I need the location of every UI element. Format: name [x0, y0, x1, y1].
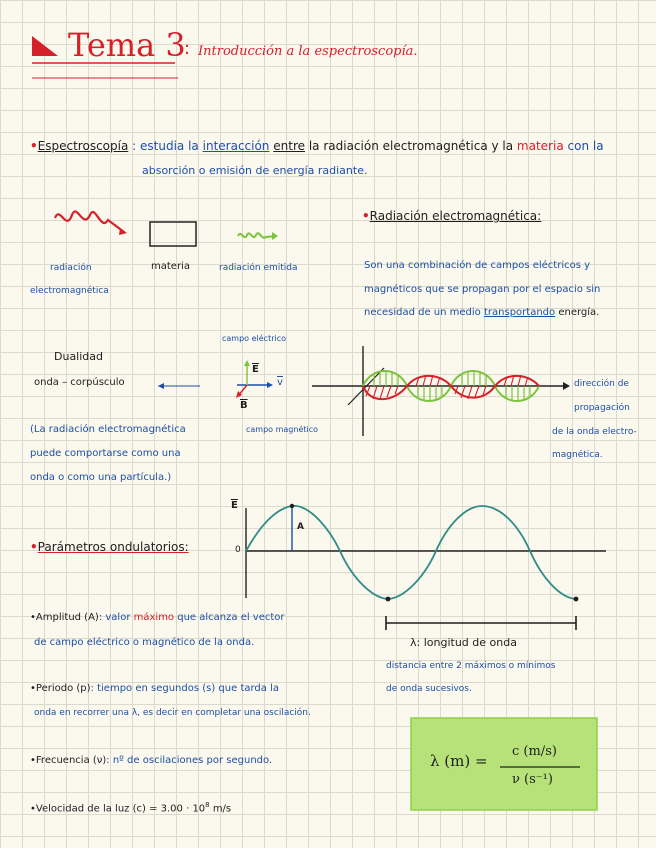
velocidad-line: •Velocidad de la luz $(c) = 3.00 \cdot 10^8$ m/s	[30, 801, 232, 815]
vector-b-label: $\overline{B}$	[240, 400, 248, 411]
lambda-desc-l1: distancia entre 2 máximos o mínimos	[386, 661, 556, 671]
title-colon: :	[184, 38, 191, 59]
espectroscopia-line1: •Espectroscopía : estudia la interacción entre la radiación electromagnética y la materia con la	[30, 139, 604, 153]
direccion-l2: propagación	[574, 403, 630, 413]
left-arrow-icon	[158, 383, 164, 389]
label-materia: materia	[151, 261, 190, 272]
radiation-squiggle-icon	[55, 211, 124, 232]
periodo-l2: onda en recorrer una λ, es decir en completar una oscilación.	[34, 708, 311, 718]
radiacion-l3: necesidad de un medio transportando energía.	[364, 307, 600, 318]
lambda-label: λ: longitud de onda	[410, 636, 517, 649]
matter-box-icon	[150, 222, 196, 246]
vector-v-label: $\overline{v}$	[277, 377, 283, 388]
page-subtitle: Introducción a la espectroscopía.	[198, 44, 418, 59]
page-title: Tema 3	[68, 26, 186, 64]
amplitud-l2: de campo eléctrico o magnético de la onda.	[34, 637, 255, 648]
label-radiacion-l2: electromagnética	[30, 286, 109, 296]
dualidad-l2: onda – corpúsculo	[34, 377, 125, 388]
periodo-l1: •Periodo (p): tiempo en segundos (s) que tarda la	[30, 683, 279, 694]
label-campo-magnetico: campo magnético	[246, 425, 319, 434]
radiacion-heading: •Radiación electromagnética:	[362, 209, 542, 223]
frecuencia-line: •Frecuencia (ν): nº de oscilaciones por segundo.	[30, 755, 273, 766]
amplitude-label: A	[297, 522, 304, 532]
axis-zero-label: 0	[235, 545, 241, 555]
formula-lhs: λ (m) =	[430, 752, 488, 770]
direccion-l1: dirección de	[574, 379, 629, 389]
title-triangle-icon	[32, 36, 58, 56]
emitted-squiggle-icon	[238, 233, 276, 238]
amplitud-l1: •Amplitud (A): valor máximo que alcanza el vector	[30, 612, 285, 623]
lambda-desc-l2: de onda sucesivos.	[386, 684, 472, 694]
parametros-heading: •Parámetros ondulatorios:	[30, 540, 189, 554]
radiacion-l1: Son una combinación de campos eléctricos y	[364, 260, 591, 271]
espectroscopia-term: Espectroscopía	[37, 139, 129, 153]
radiacion-l2: magnéticos que se propagan por el espacio sin	[364, 284, 601, 295]
dualidad-l1: Dualidad	[54, 350, 104, 363]
direccion-l4: magnética.	[552, 450, 603, 460]
direccion-l3: de la onda electro-	[552, 427, 637, 437]
axis-e-label: $\overline{E}$	[231, 500, 238, 511]
formula-denominator: ν (s⁻¹)	[512, 772, 553, 787]
dualidad-note-l2: puede comportarse como una	[30, 448, 181, 459]
em-wave-diagram	[312, 346, 570, 436]
label-emitida: radiación emitida	[219, 263, 298, 273]
espectroscopia-line2: absorción o emisión de energía radiante.	[142, 164, 368, 177]
label-radiacion-l1: radiación	[50, 263, 92, 273]
vector-e-label: $\overline{E}$	[252, 364, 259, 375]
dualidad-note-l3: onda o como una partícula.)	[30, 472, 172, 483]
label-campo-electrico: campo eléctrico	[222, 334, 287, 343]
dualidad-note-l1: (La radiación electromagnética	[30, 424, 186, 435]
formula-numerator: c (m/s)	[512, 744, 557, 759]
